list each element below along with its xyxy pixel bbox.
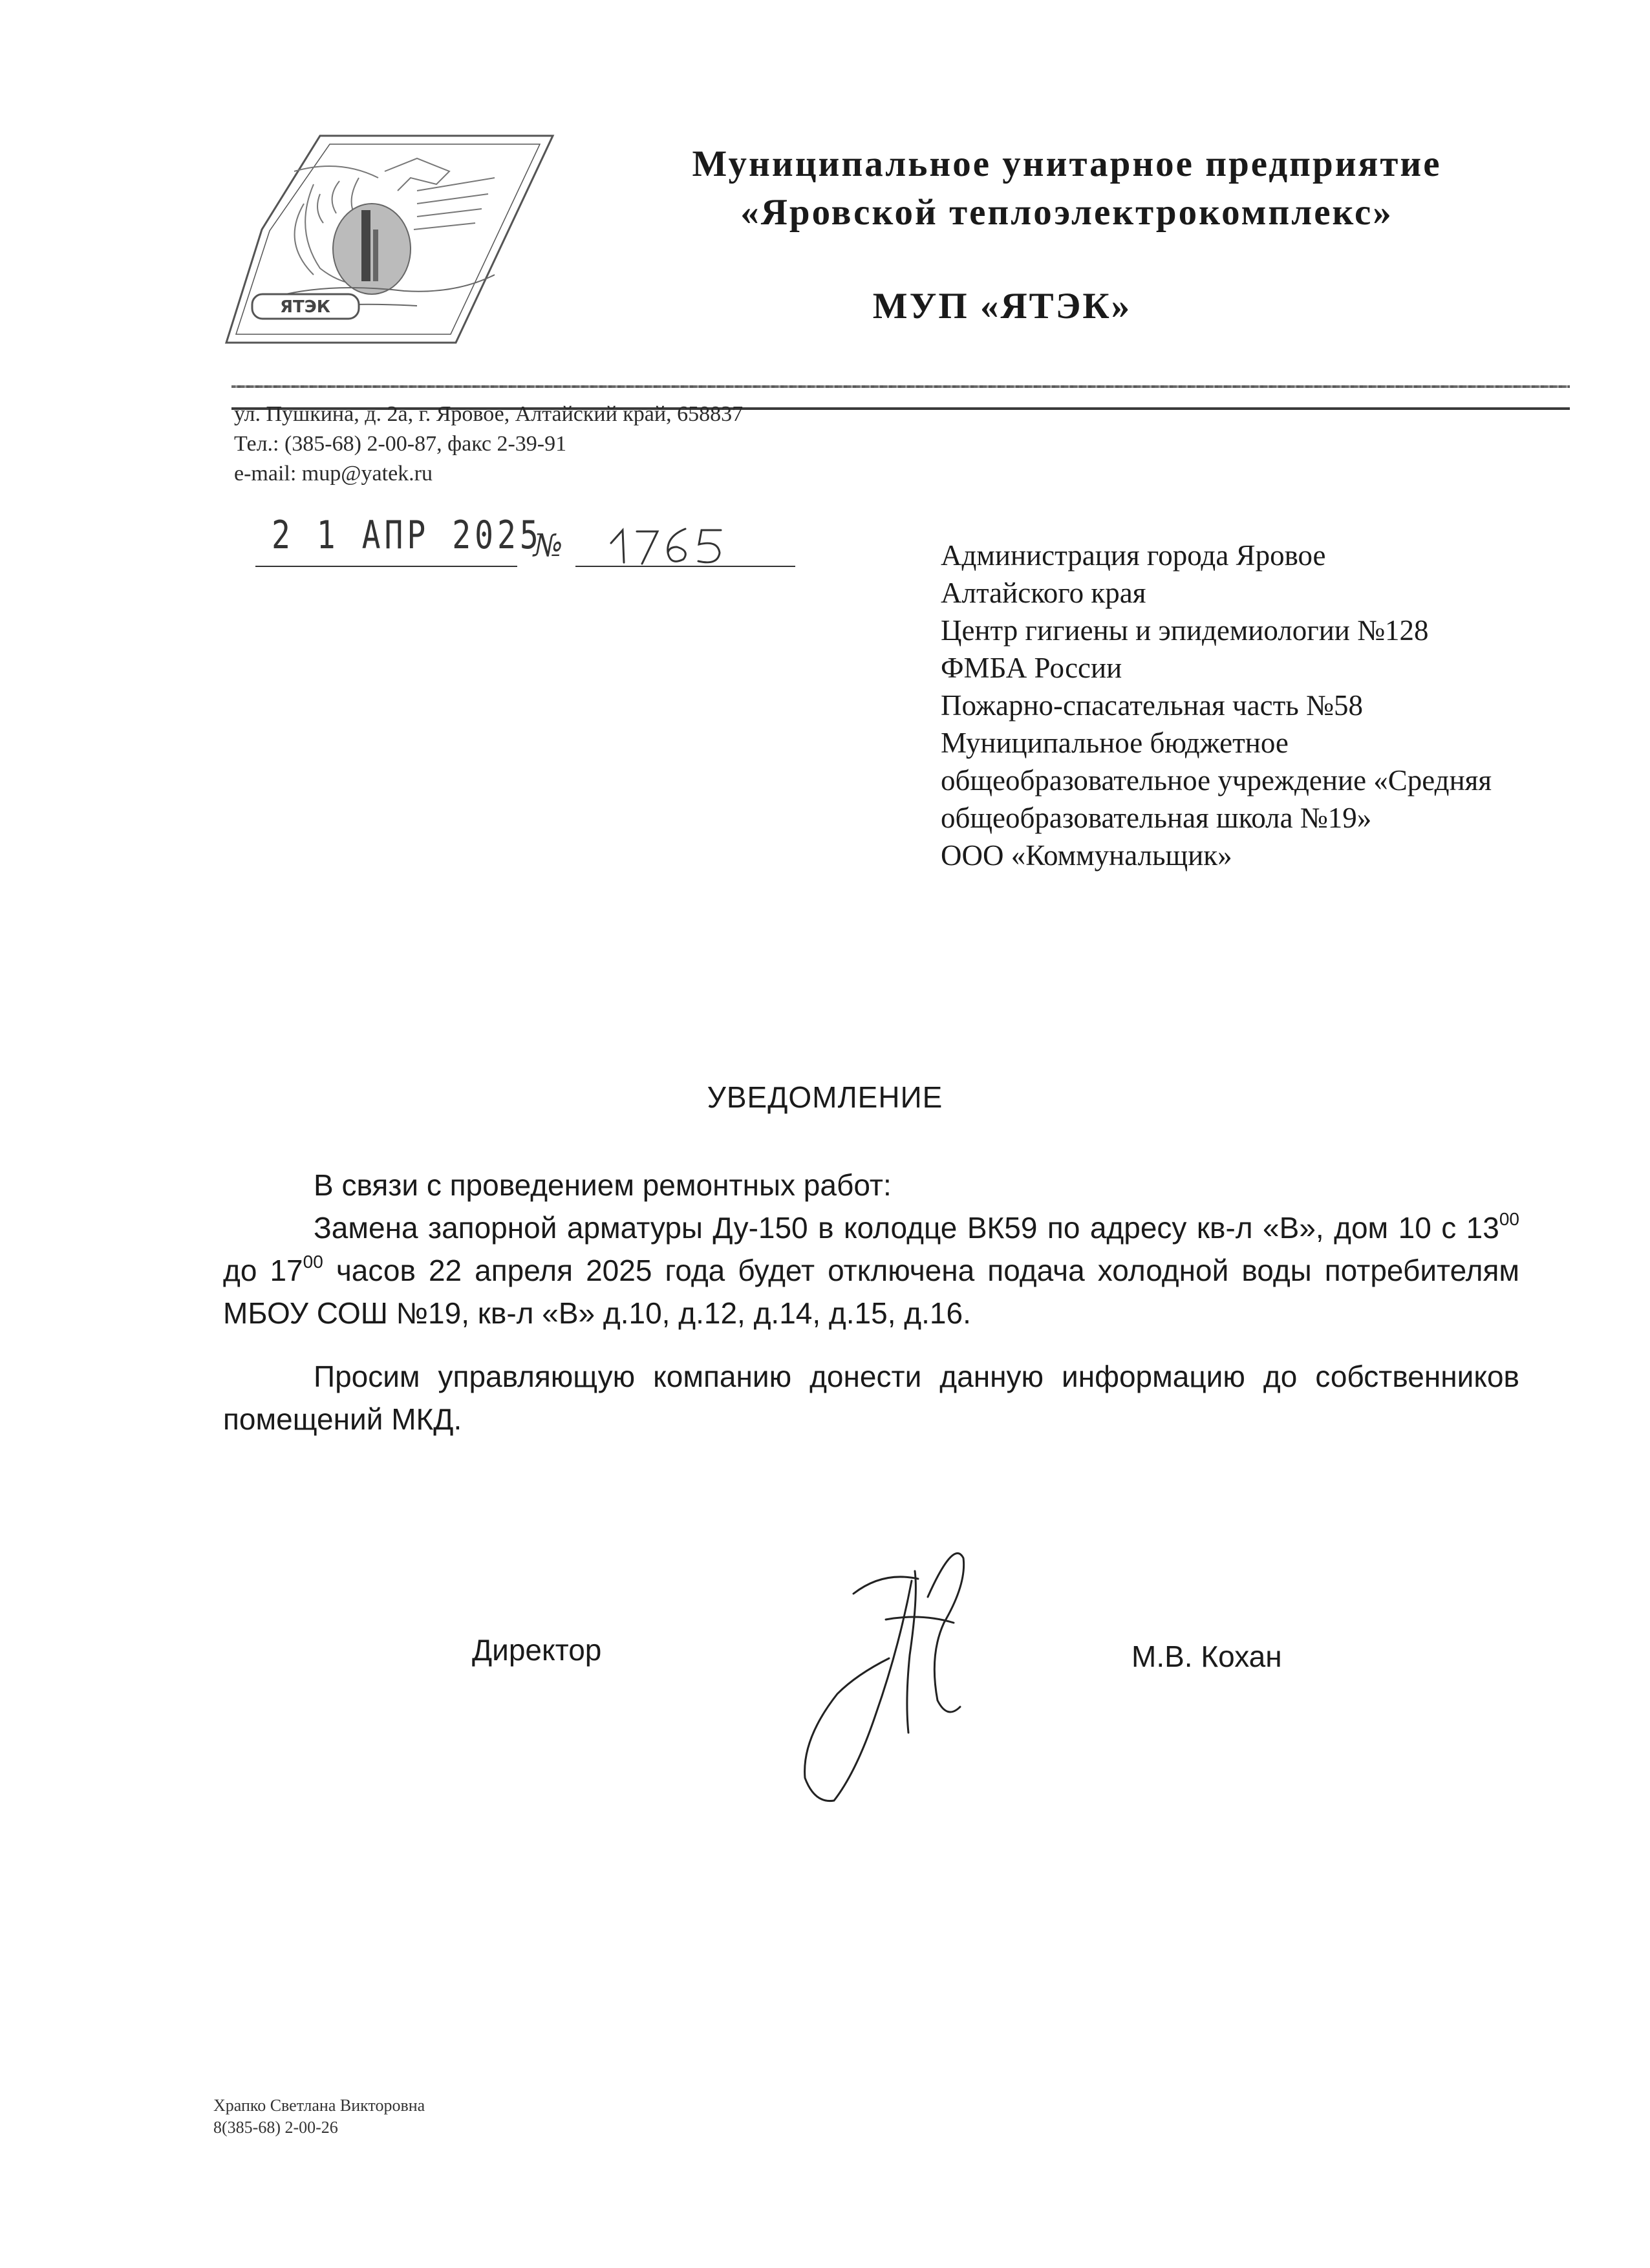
recipient-line: Алтайского края	[941, 577, 1146, 609]
contact-phone: Тел.: (385-68) 2-00-87, факс 2-39-91	[234, 432, 567, 456]
logo-wordmark: ЯТЭК	[279, 297, 331, 317]
executor-info	[213, 2095, 425, 2139]
notice-title: УВЕДОМЛЕНИЕ	[707, 1080, 943, 1114]
recipient-line: общеобразовательное учреждение «Средняя	[941, 764, 1492, 797]
executor-phone: 8(385-68) 2-00-26	[213, 2118, 338, 2137]
notice-intro: В связи с проведением ремонтных работ:	[314, 1168, 892, 1202]
org-name-line2: «Яровской теплоэлектрокомплекс»	[740, 192, 1393, 233]
date-stamp: 2 1 АПР 2025	[272, 513, 542, 558]
handwritten-signature	[760, 1545, 1031, 1804]
recipient-line: Администрация города Яровое	[941, 539, 1326, 572]
recipient-line: Центр гигиены и эпидемиологии №128	[941, 614, 1429, 647]
signer-role: Директор	[472, 1633, 602, 1667]
contact-address: ул. Пушкина, д. 2а, г. Яровое, Алтайский край, 658837	[234, 402, 744, 426]
notice-paragraph: Замена запорной арматуры Ду-150 в колодце ВК59 по адресу кв-л «В», дом 10 с $13^{00}$ до $17^{00}$ часов 22 апреля 2025 года будет отключена подача холодной воды потребителям МБОУ СОШ №19, кв-л «В» д.10, д.12, д.14, д.15, д.16.	[223, 1208, 1519, 1330]
header-divider-dotted	[231, 385, 1570, 388]
recipient-line: Пожарно-спасательная часть №58	[941, 689, 1363, 722]
recipient-line: ООО «Коммунальщик»	[941, 839, 1232, 872]
recipient-line: Муниципальное бюджетное	[941, 727, 1289, 759]
org-short-name: МУП «ЯТЭК»	[872, 286, 1132, 326]
company-logo	[223, 133, 559, 346]
recipient-line: ФМБА России	[941, 652, 1122, 684]
number-sign: №	[533, 528, 563, 564]
handwritten-reg-number	[605, 517, 760, 569]
org-name-line1: Муниципальное унитарное предприятие	[692, 144, 1442, 184]
signer-name: М.В. Кохан	[1131, 1640, 1282, 1673]
contact-email: e-mail: mup@yatek.ru	[234, 462, 433, 486]
recipient-line: общеобразовательная школа №19»	[941, 802, 1372, 834]
recipients-block	[941, 537, 1492, 874]
date-underline	[255, 566, 517, 567]
executor-name: Храпко Светлана Викторовна	[213, 2096, 425, 2115]
notice-body	[223, 1164, 1519, 1440]
notice-request: Просим управляющую компанию донести данную информацию до собственников помещений МКД.	[223, 1360, 1519, 1436]
number-underline	[575, 566, 795, 567]
